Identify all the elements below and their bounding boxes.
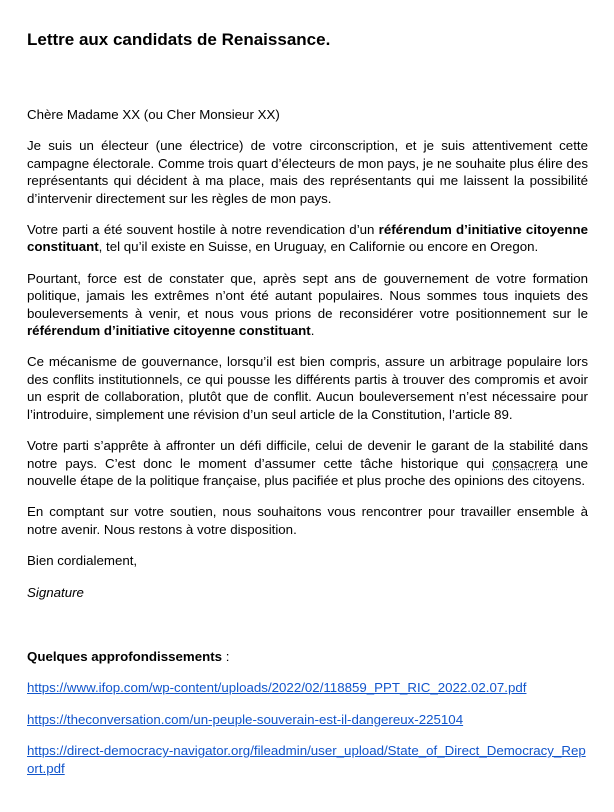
- letter-title: Lettre aux candidats de Renaissance.: [27, 30, 331, 49]
- spellcheck-marked-word[interactable]: consacrera: [492, 455, 558, 471]
- paragraph-2-text-end: , tel qu’il existe en Suisse, en Uruguay, en Californie ou encore en Oregon.: [98, 239, 539, 255]
- paragraph-1: Je suis un électeur (une électrice) de votre circonscription, et je suis attentivement cette campagne électorale. Comme trois quart d’électeurs de mon pays, je ne souhaite plus élire des représentants qui décident à ma place, mais des représentants qui me laissent la possibilité d’intervenir directement sur les règles de mon pays.: [27, 138, 588, 206]
- references-heading: [27, 648, 588, 665]
- paragraph-5-text-start: Votre parti s’apprête à affronter un défi difficile, celui de devenir le garant de la stabilité dans notre pays. C’est donc le moment d’assumer cette tâche historique qui: [27, 438, 588, 471]
- paragraph-2: [27, 221, 588, 256]
- references-title-suffix: :: [222, 648, 230, 664]
- paragraph-2-bold-term: référendum d’initiative citoyenne constituant: [27, 222, 588, 255]
- paragraph-5-text-end: une nouvelle étape de la politique française, plus pacifiée et plus proche des opinions des citoyens.: [27, 455, 588, 488]
- closing: Bien cordialement,: [27, 553, 138, 569]
- paragraph-3: [27, 270, 588, 340]
- paragraph-3-text-end: .: [310, 323, 315, 339]
- references-title: Quelques approfondissements: [27, 648, 223, 664]
- paragraph-5: [27, 437, 588, 489]
- paragraph-4: Ce mécanisme de gouvernance, lorsqu’il est bien compris, assure un arbitrage populaire lors des conflits institutionnels, ce qui pousse les différents partis à trouver des compromis et avoir un esprit de collaboration, plutôt que de conflit. Aucun bouleversement n’est nécessaire pour l’introduire, simplement une révision d’un seul article de la Constitution, l’article 89.: [27, 354, 588, 422]
- signature: Signature: [27, 584, 84, 600]
- reference-link-ifop[interactable]: https://www.ifop.com/wp-content/uploads/2022/02/118859_PPT_RIC_2022.02.07.pdf: [27, 680, 527, 696]
- reference-link-direct-democracy[interactable]: https://direct-democracy-navigator.org/fileadmin/user_upload/State_of_Direct_Democracy_Report.pdf: [27, 743, 586, 776]
- letter-body: [27, 29, 588, 777]
- reference-link-theconversation[interactable]: https://theconversation.com/un-peuple-souverain-est-il-dangereux-225104: [27, 711, 464, 727]
- paragraph-3-bold-term: référendum d’initiative citoyenne constituant: [27, 323, 311, 339]
- salutation: Chère Madame XX (ou Cher Monsieur XX): [27, 107, 280, 122]
- paragraph-6: En comptant sur votre soutien, nous souhaitons vous rencontrer pour travailler ensemble à notre avenir. Nous restons à votre disposition.: [27, 504, 588, 537]
- paragraph-2-text-start: Votre parti a été souvent hostile à notre revendication d’un: [27, 222, 379, 238]
- paragraph-3-text-start: Pourtant, force est de constater que, après sept ans de gouvernement de votre formation politique, jamais les extrêmes n’ont été autant populaires. Nous sommes tous inquiets des bouleversements à venir, et nous vous prions de reconsidérer votre positionnement sur le: [27, 270, 588, 321]
